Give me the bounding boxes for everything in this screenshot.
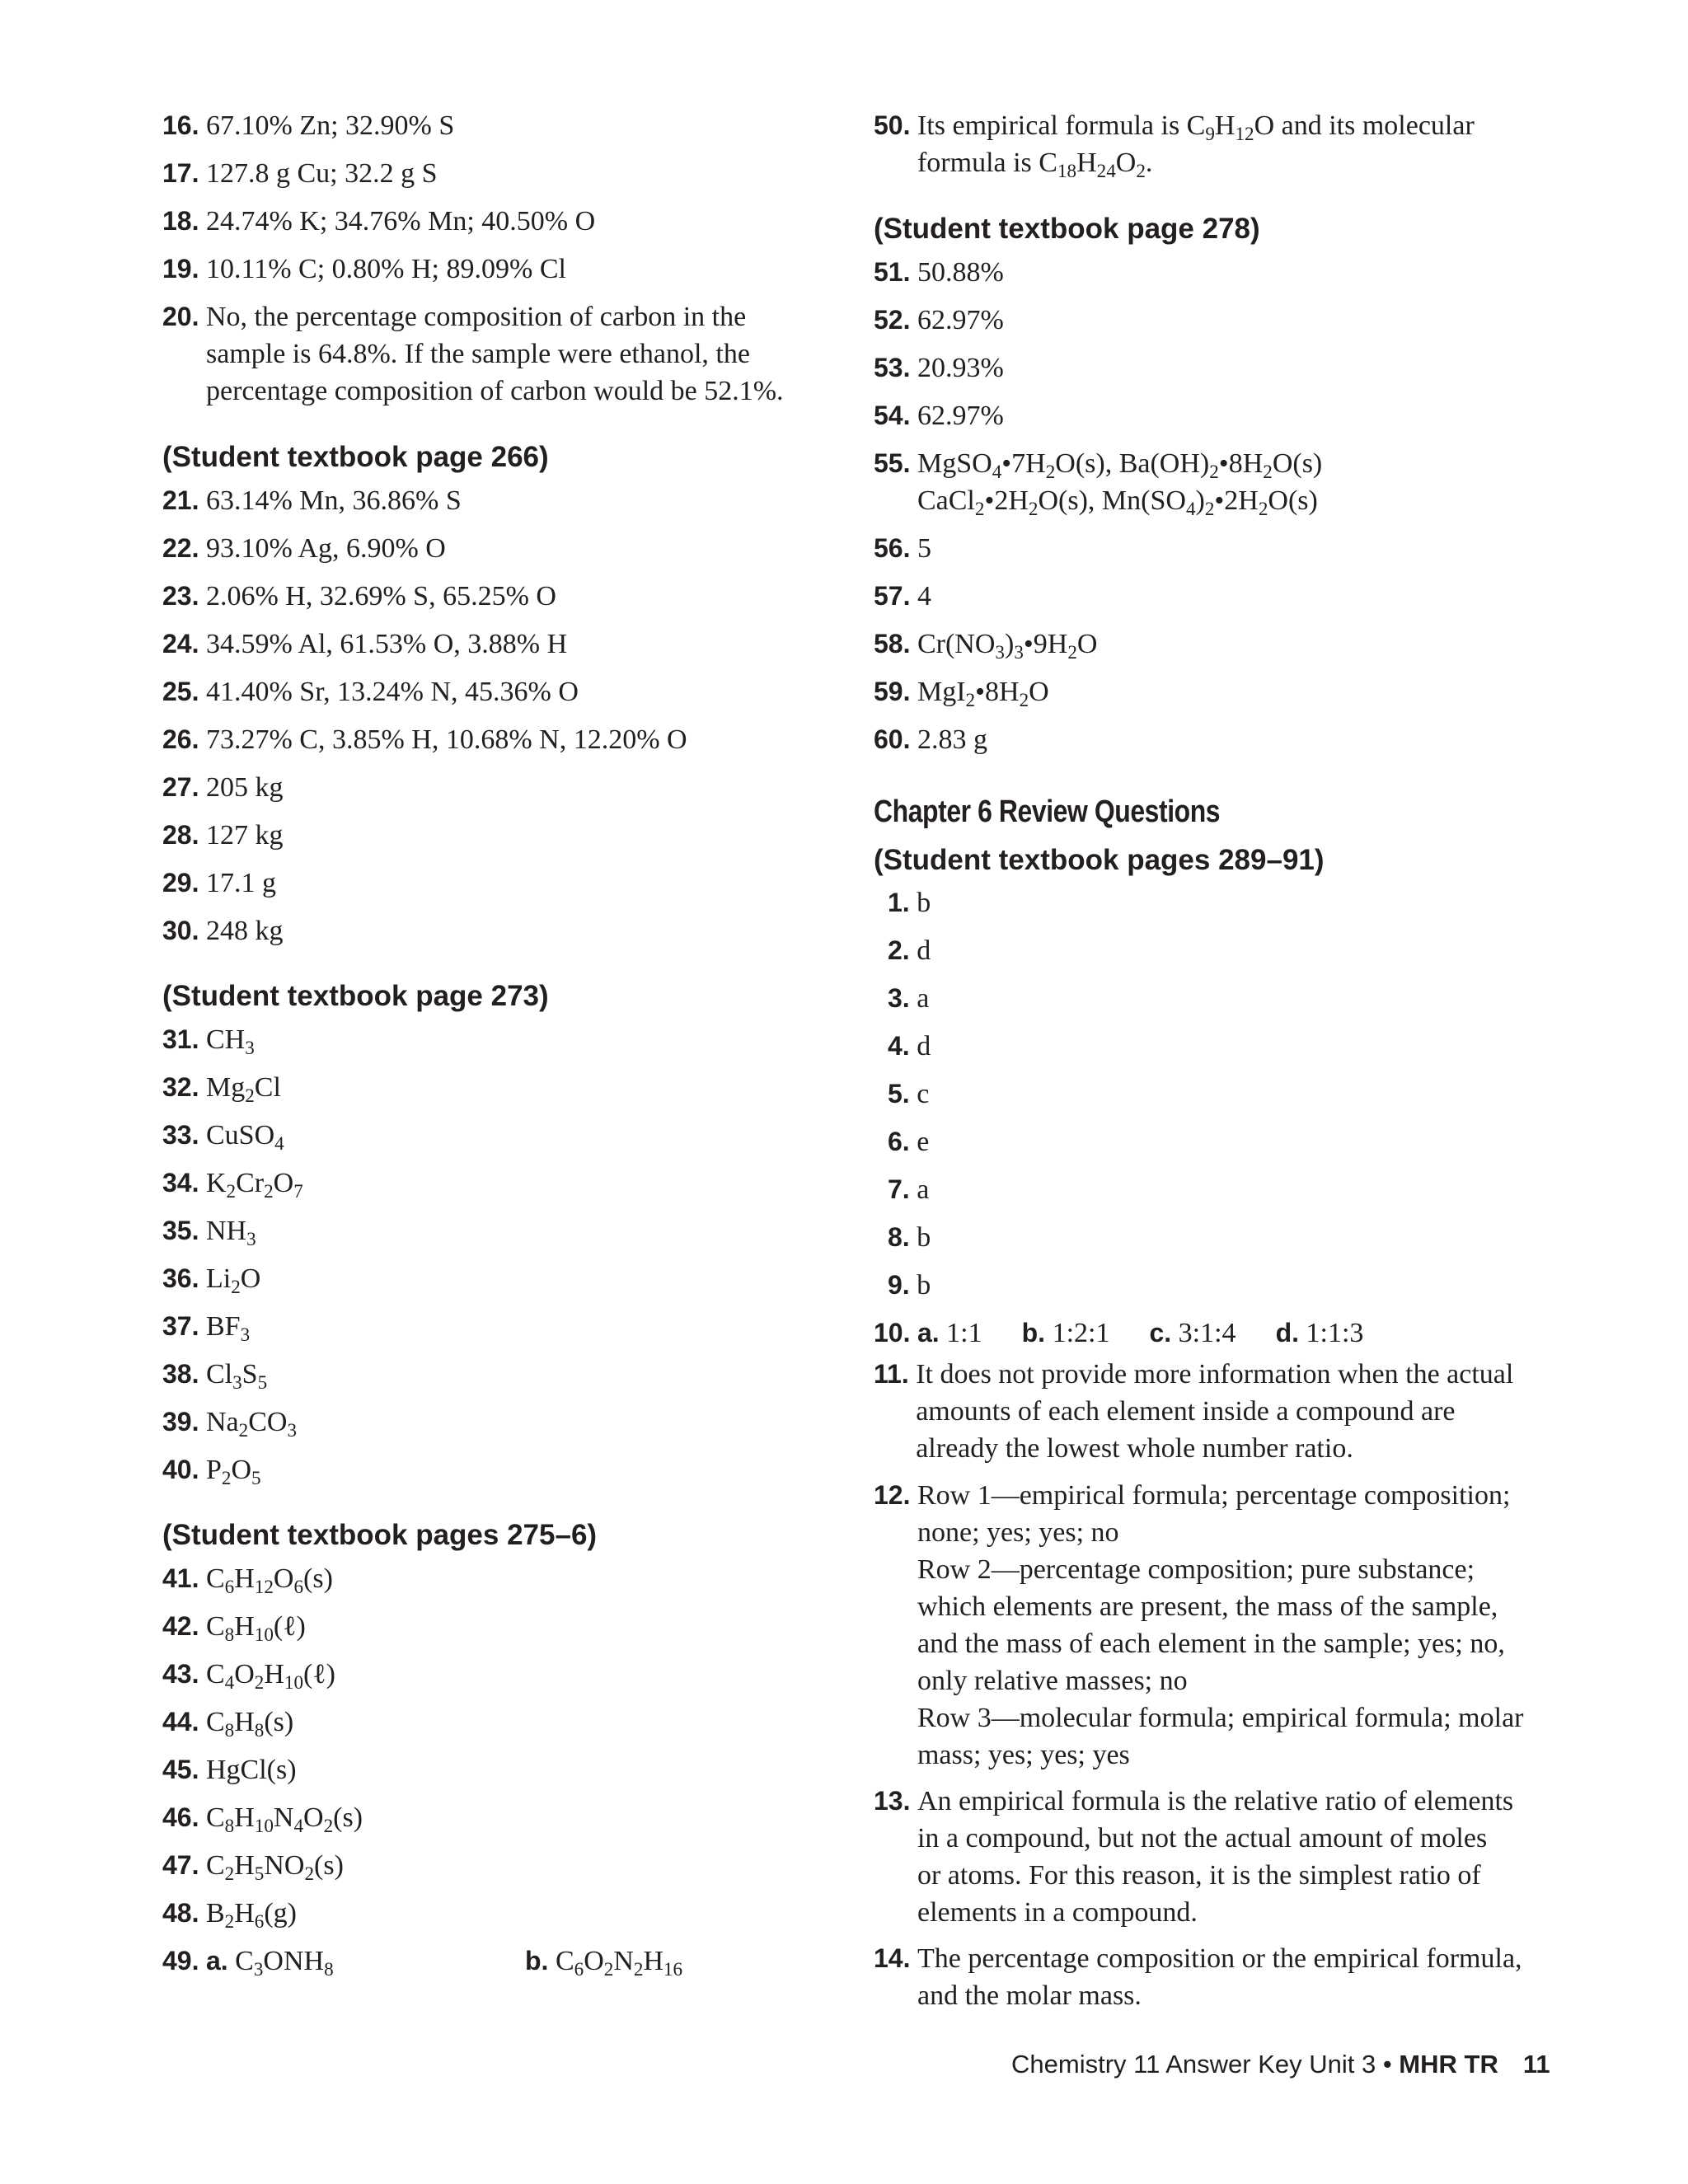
answer-44: 44. $C_8H_8(s)$ bbox=[162, 1707, 294, 1741]
answer-53: 53. 20.93% bbox=[874, 353, 1004, 383]
review-5: 5. c bbox=[888, 1079, 930, 1109]
review-1: 1. b bbox=[888, 888, 931, 918]
answer-37: 37. $BF_3$ bbox=[162, 1311, 251, 1346]
answer-52: 52. 62.97% bbox=[874, 305, 1004, 335]
answer-35: 35. $NH_3$ bbox=[162, 1216, 256, 1250]
answer-28: 28. 127 kg bbox=[162, 820, 284, 851]
review-8: 8. b bbox=[888, 1222, 931, 1253]
review-9: 9. b bbox=[888, 1270, 931, 1301]
answer-27: 27. 205 kg bbox=[162, 772, 284, 803]
answer-49-a: 49. a. $C_3ONH_8$ bbox=[162, 1946, 334, 1980]
answer-42: 42. $C_8H_{10}(\ell)$ bbox=[162, 1611, 306, 1646]
answer-39: 39. $Na_2CO_3$ bbox=[162, 1407, 297, 1441]
answer-18: 18. 24.74% K; 34.76% Mn; 40.50% O bbox=[162, 206, 596, 237]
answer-60: 60. 2.83 g bbox=[874, 724, 987, 755]
answer-26: 26. 73.27% C, 3.85% H, 10.68% N, 12.20% O bbox=[162, 724, 687, 755]
answer-25: 25. 41.40% Sr, 13.24% N, 45.36% O bbox=[162, 677, 579, 707]
review-7: 7. a bbox=[888, 1174, 930, 1205]
answer-19: 19. 10.11% C; 0.80% H; 89.09% Cl bbox=[162, 254, 566, 284]
page-footer: Chemistry 11 Answer Key Unit 3 • MHR TR 11 bbox=[1011, 2050, 1550, 2079]
section-heading-pages-275-6: (Student textbook pages 275–6) bbox=[162, 1519, 598, 1551]
review-11: 11. It does not provide more information when the actual amounts of each element inside a compound are already the lowest whole number ratio. bbox=[874, 1359, 1514, 1464]
review-12: 12. Row 1—empirical formula; percentage composition; none; yes; yes; no Row 2—percentage composition; pure substance; which elements are present, the mass of the sample, and the mass of each element in the sample; yes; no, only relative masses; no Row 3—molecular formula; empirical formula; molar mass; yes; yes; yes bbox=[874, 1480, 1524, 1770]
answer-40: 40. $P_2O_5$ bbox=[162, 1455, 261, 1489]
answer-29: 29. 17.1 g bbox=[162, 868, 276, 898]
review-4: 4. d bbox=[888, 1031, 931, 1062]
answer-48: 48. $B_2H_6(g)$ bbox=[162, 1898, 298, 1933]
answer-56: 56. 5 bbox=[874, 533, 931, 564]
review-6: 6. e bbox=[888, 1127, 930, 1157]
review-3: 3. a bbox=[888, 983, 930, 1014]
answer-47: 47. $C_2H_5NO_2(s)$ bbox=[162, 1850, 344, 1885]
answer-30: 30. 248 kg bbox=[162, 916, 284, 946]
answer-20: 20. No, the percentage composition of carbon in the sample is 64.8%. If the sample were ethanol, the percentage composition of carbon would be 52.1%. bbox=[162, 302, 784, 406]
section-heading-page-278: (Student textbook page 278) bbox=[874, 213, 1260, 245]
answer-31: 31. $CH_3$ bbox=[162, 1024, 255, 1059]
answer-33: 33. CuSO$_4$ bbox=[162, 1120, 284, 1155]
answer-57: 57. 4 bbox=[874, 581, 931, 612]
answer-51: 51. 50.88% bbox=[874, 257, 1004, 288]
review-10: 10. a. 1:1 b. 1:2:1 c. 3:1:4 d. 1:1:3 bbox=[874, 1318, 1364, 1348]
answer-58: 58. $Cr(NO_3)_3•9H_2O$ bbox=[874, 629, 1098, 663]
review-13: 13. An empirical formula is the relative ratio of elements in a compound, but not the actual amount of moles or atoms. For this reason, it is the simplest ratio of elements in a compound. bbox=[874, 1786, 1514, 1928]
answer-46: 46. $C_8H_{10}N_4O_2(s)$ bbox=[162, 1802, 363, 1837]
answer-22: 22. 93.10% Ag, 6.90% O bbox=[162, 533, 446, 564]
page-number: 11 bbox=[1522, 2050, 1550, 2079]
answer-16: 16. 67.10% Zn; 32.90% S bbox=[162, 110, 455, 141]
answer-21: 21. 63.14% Mn, 36.86% S bbox=[162, 485, 462, 516]
chapter-heading: Chapter 6 Review Questions bbox=[874, 794, 1221, 829]
answer-49-b: b. $C_6O_2N_2H_{16}$ bbox=[525, 1946, 683, 1980]
answer-50: 50. Its empirical formula is $C_9H_{12}O$ and its molecular formula is $C_{18}H_{24}O_2$. bbox=[874, 110, 1475, 182]
answer-32: 32. $Mg_2Cl$ bbox=[162, 1072, 281, 1107]
answer-43: 43. $C_4O_2H_{10}(\ell)$ bbox=[162, 1659, 335, 1694]
answer-55: 55. $MgSO_4•7H_2O(s)$, $Ba(OH)_2•8H_2O(s)$ $CaCl_2•2H_2O(s)$, $Mn(SO_4)_2•2H_2O(s)$ bbox=[874, 448, 1323, 520]
answer-23: 23. 2.06% H, 32.69% S, 65.25% O bbox=[162, 581, 556, 612]
answer-59: 59. $MgI_2•8H_2O$ bbox=[874, 677, 1049, 711]
answer-34: 34. $K_2Cr_2O_7$ bbox=[162, 1168, 303, 1202]
answer-17: 17. 127.8 g Cu; 32.2 g S bbox=[162, 158, 438, 189]
answer-45: 45. HgCl(s) bbox=[162, 1755, 297, 1785]
review-2: 2. d bbox=[888, 935, 931, 966]
answer-41: 41. $C_6H_{12}O_6(s)$ bbox=[162, 1563, 333, 1598]
answer-36: 36. $Li_2O$ bbox=[162, 1263, 261, 1298]
answer-54: 54. 62.97% bbox=[874, 401, 1004, 431]
section-heading-page-266: (Student textbook page 266) bbox=[162, 441, 549, 473]
section-heading-pages-289-91: (Student textbook pages 289–91) bbox=[874, 844, 1325, 876]
section-heading-page-273: (Student textbook page 273) bbox=[162, 980, 549, 1012]
answer-24: 24. 34.59% Al, 61.53% O, 3.88% H bbox=[162, 629, 568, 659]
answer-38: 38. $Cl_3S_5$ bbox=[162, 1359, 268, 1394]
review-14: 14. The percentage composition or the empirical formula, and the molar mass. bbox=[874, 1943, 1522, 2011]
